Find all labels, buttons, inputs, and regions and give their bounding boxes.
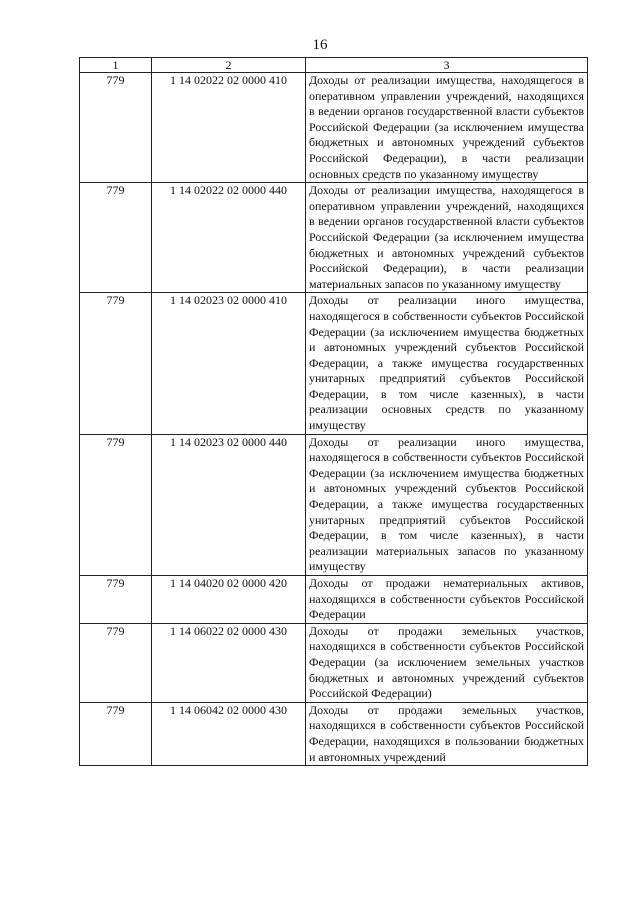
admin-code-cell: 779 [80, 73, 152, 183]
revenue-code-cell: 1 14 02023 02 0000 440 [152, 434, 306, 575]
revenue-code-cell: 1 14 06022 02 0000 430 [152, 623, 306, 702]
description-cell: Доходы от реализации иного имущества, находящегося в собственности субъектов Российской Федерации (за исключением имущества бюджетных и автономных учреждений субъектов Российской Федерации, а также имущества государственных унитарных предприятий субъектов Российской Федерации, в том числе казенных), в части реализации основных средств по указанному имуществу [306, 293, 588, 434]
table-row [80, 73, 588, 183]
revenue-code-cell: 1 14 02022 02 0000 410 [152, 73, 306, 183]
table-row [80, 293, 588, 434]
description-cell: Доходы от реализации иного имущества, находящегося в собственности субъектов Российской Федерации (за исключением имущества бюджетных и автономных учреждений субъектов Российской Федерации, а также имущества государственных унитарных предприятий субъектов Российской Федерации, в том числе казенных), в части реализации материальных запасов по указанному имуществу [306, 434, 588, 575]
table-row [80, 434, 588, 575]
table-row [80, 576, 588, 624]
description-cell: Доходы от продажи земельных участков, находящихся в собственности субъектов Российской Федерации (за исключением земельных участков бюджетных и автономных учреждений субъектов Российской Федерации) [306, 623, 588, 702]
admin-code-cell: 779 [80, 623, 152, 702]
description-cell: Доходы от реализации имущества, находящегося в оперативном управлении учреждений, находящихся в ведении органов государственной власти субъектов Российской Федерации (за исключением имущества бюджетных и автономных учреждений субъектов Российской Федерации), в части реализации основных средств по указанному имуществу [306, 73, 588, 183]
admin-code-cell: 779 [80, 576, 152, 624]
table-row [80, 183, 588, 293]
column-header-1: 1 [80, 58, 152, 73]
column-header-2: 2 [152, 58, 306, 73]
table-row [80, 702, 588, 765]
description-cell: Доходы от продажи нематериальных активов, находящихся в собственности субъектов Российской Федерации [306, 576, 588, 624]
revenue-code-cell: 1 14 02023 02 0000 410 [152, 293, 306, 434]
admin-code-cell: 779 [80, 293, 152, 434]
description-cell: Доходы от реализации имущества, находящегося в оперативном управлении учреждений, находящихся в ведении органов государственной власти субъектов Российской Федерации (за исключением имущества бюджетных и автономных учреждений субъектов Российской Федерации), в части реализации материальных запасов по указанному имуществу [306, 183, 588, 293]
description-cell: Доходы от продажи земельных участков, находящихся в собственности субъектов Российской Федерации, находящихся в пользовании бюджетных и автономных учреждений [306, 702, 588, 765]
revenue-codes-table [79, 57, 588, 766]
revenue-code-cell: 1 14 06042 02 0000 430 [152, 702, 306, 765]
admin-code-cell: 779 [80, 702, 152, 765]
column-header-3: 3 [306, 58, 588, 73]
table-header-row [80, 58, 588, 73]
page-number: 16 [312, 37, 328, 53]
revenue-code-cell: 1 14 04020 02 0000 420 [152, 576, 306, 624]
revenue-code-cell: 1 14 02022 02 0000 440 [152, 183, 306, 293]
admin-code-cell: 779 [80, 183, 152, 293]
admin-code-cell: 779 [80, 434, 152, 575]
table-row [80, 623, 588, 702]
